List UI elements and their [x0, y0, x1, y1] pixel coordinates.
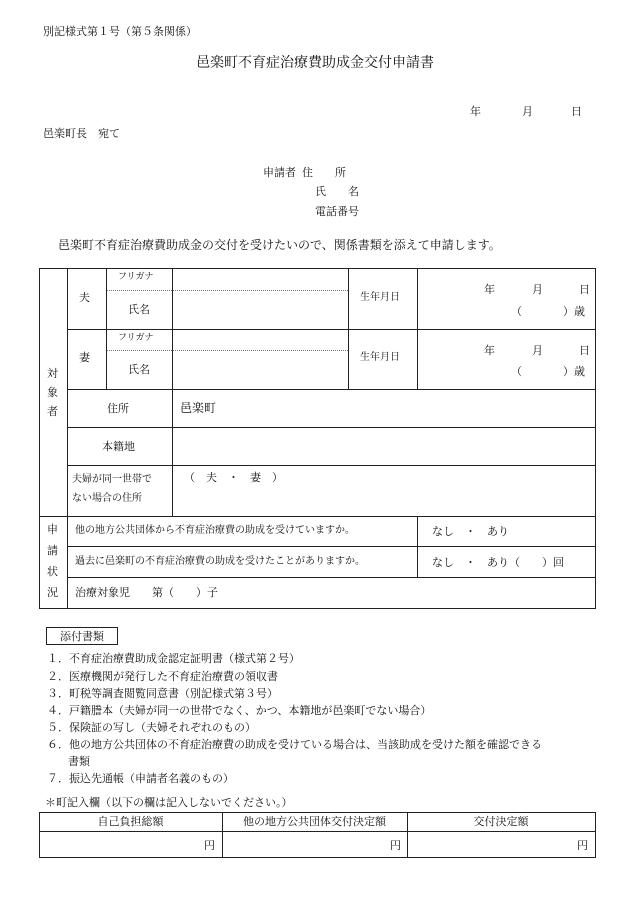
attachment-item-4: ４．戸籍謄本（夫婦が同一の世帯でなく、かつ、本籍地が邑楽町でない場合）	[47, 704, 432, 717]
wife-age-open: （	[511, 365, 522, 378]
attachment-item-1: １．不育症治療費助成金認定証明書（様式第２号）	[47, 652, 300, 665]
separate-address-label-line2: ない場合の住所	[72, 493, 142, 504]
honseki-label: 本籍地	[102, 440, 135, 453]
attachments-heading: 添付書類	[60, 630, 104, 643]
attachment-item-2: ２．医療機関が発行した不育症治療費の領収書	[47, 670, 278, 683]
wife-bd-year: 年	[484, 344, 495, 357]
section-status-char-2: 請	[47, 544, 58, 557]
treatment-child-order: 治療対象児 第（ ）子	[75, 586, 218, 599]
form-title: 邑楽町不育症治療費助成金交付申請書	[196, 55, 434, 71]
husband-bd-year: 年	[484, 283, 495, 296]
husband-label: 夫	[79, 291, 90, 304]
separate-spouse-choice: （ 夫 ・ 妻 ）	[184, 471, 283, 484]
attachment-item-6-continued: 書類	[68, 755, 90, 768]
husband-furigana-label: フリガナ	[118, 272, 154, 282]
attachment-item-6: ６．他の地方公共団体の不育症治療費の助成を受けている場合は、当該助成を受けた額を確認できる	[47, 738, 542, 751]
intro-statement: 邑楽町不育症治療費助成金の交付を受けたいので、関係書類を添えて申請します。	[58, 238, 501, 252]
husband-birthdate-label: 生年月日	[360, 292, 400, 303]
attachment-item-5: ５．保険証の写し（夫婦それぞれのもの）	[47, 721, 256, 734]
wife-birthdate-label: 生年月日	[360, 352, 400, 363]
section-status-char-1: 申	[47, 523, 58, 536]
wife-name-label: 氏名	[128, 363, 150, 376]
section-target-char-3: 者	[47, 405, 58, 418]
attachment-item-7: ７．振込先通帳（申請者名義のもの）	[47, 772, 234, 785]
question-other-subsidy: 他の地方公共団体から不育症治療費の助成を受けていますか。	[75, 525, 355, 536]
attachment-item-3: ３．町税等調査閲覧同意書（別記様式第３号）	[47, 687, 278, 700]
date-day-label: 日	[571, 105, 582, 118]
wife-age-close: ）歳	[563, 365, 585, 378]
applicant-name-label: 氏 名	[315, 185, 359, 198]
wife-label: 妻	[79, 351, 90, 364]
office-yen-2: 円	[390, 839, 401, 852]
date-month-label: 月	[522, 105, 533, 118]
answer-past-subsidy: なし ・ あり（ ）回	[432, 556, 564, 569]
applicant-label: 申請者	[263, 166, 296, 179]
applicant-address-label: 住 所	[302, 166, 346, 179]
question-past-subsidy: 過去に邑楽町の不育症治療費の助成を受けたことがありますか。	[75, 556, 365, 567]
answer-other-subsidy: なし ・ あり	[432, 525, 509, 538]
wife-bd-month: 月	[532, 344, 543, 357]
husband-age-close: ）歳	[563, 305, 585, 318]
section-status-char-4: 況	[47, 586, 58, 599]
husband-bd-day: 日	[579, 283, 590, 296]
office-col-grant-amount: 交付決定額	[473, 815, 529, 828]
address-value: 邑楽町	[180, 401, 217, 415]
husband-bd-month: 月	[532, 283, 543, 296]
section-target-char-1: 対	[47, 367, 58, 380]
addressee: 邑楽町長 宛て	[43, 127, 120, 140]
office-col-self-pay-total: 自己負担総額	[97, 815, 164, 828]
form-number: 別記様式第１号（第５条関係）	[43, 25, 197, 38]
office-col-other-gov-amount: 他の地方公共団体交付決定額	[243, 815, 386, 828]
office-yen-1: 円	[204, 839, 215, 852]
address-label: 住所	[107, 402, 129, 415]
section-status-char-3: 状	[47, 565, 58, 578]
office-use-note: ＊町記入欄（以下の欄は記入しないでください。）	[45, 796, 293, 809]
section-target-char-2: 象	[47, 386, 58, 399]
office-yen-3: 円	[577, 839, 588, 852]
wife-furigana-label: フリガナ	[118, 333, 154, 343]
husband-name-label: 氏名	[128, 303, 150, 316]
applicant-phone-label: 電話番号	[315, 205, 359, 218]
date-year-label: 年	[470, 105, 481, 118]
husband-age-open: （	[511, 305, 522, 318]
separate-address-label-line1: 夫婦が同一世帯で	[72, 474, 152, 485]
wife-bd-day: 日	[579, 344, 590, 357]
